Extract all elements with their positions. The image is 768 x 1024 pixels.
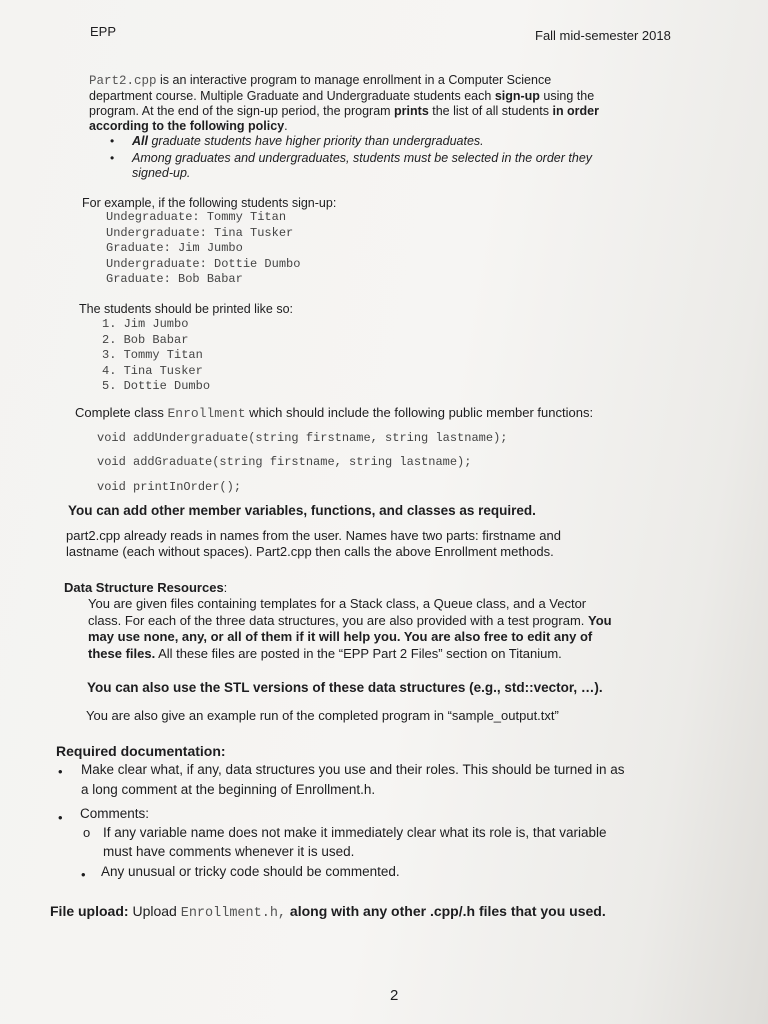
list-item: Undegraduate: Tommy Titan — [106, 210, 287, 224]
policy-item: All graduate students have higher priority than undergraduates. — [132, 134, 484, 148]
page-number: 2 — [390, 987, 399, 1004]
resources-paragraph: You are given files containing templates for a Stack class, a Queue class, and a Vector class. For each of the three data structures, you are also provided with a test program. You may use none, any, or all of them if it will help you. You are also free to edit any of these files. All these files are posted in the “EPP Part 2 Files” section on Titanium. — [88, 596, 612, 661]
sample-note: You are also give an example run of the completed program in “sample_output.txt” — [86, 708, 559, 723]
bullet-icon: • — [110, 151, 115, 165]
list-item: Undergraduate: Dottie Dumbo — [106, 256, 301, 271]
bullet-icon: • — [81, 867, 86, 882]
list-item: 4. Tina Tusker — [102, 363, 203, 378]
printed-list — [102, 317, 210, 395]
program-name: Part2.cpp — [89, 74, 157, 88]
list-item: Graduate: Bob Babar — [106, 272, 243, 286]
resources-heading: Data Structure Resources: — [64, 580, 228, 595]
documentation-heading: Required documentation: — [56, 743, 226, 759]
class-name: Enrollment — [167, 406, 246, 421]
function-signature: void printInOrder(); — [97, 480, 242, 494]
list-item: 2. Bob Babar — [102, 332, 189, 347]
documentation-item: Comments: — [80, 806, 150, 821]
example-intro: For example, if the following students sign-up: — [82, 196, 337, 210]
function-signature: void addGraduate(string firstname, string lastname); — [97, 455, 472, 469]
upload-line: File upload: Upload Enrollment.h, along with any other .cpp/.h files that you used. — [50, 903, 606, 921]
circle-bullet-icon: o — [83, 825, 91, 840]
intro-paragraph: Part2.cpp is an interactive program to manage enrollment in a Computer Science department course. Multiple Graduate and Undergraduate students each sign-up using the program. At the end of the sign-up period, the program prints the list of all students in order according to the following policy. — [89, 73, 600, 133]
class-intro: Complete class Enrollment which should include the following public member functions: — [75, 405, 594, 421]
stl-note: You can also use the STL versions of these data structures (e.g., std::vector, …). — [87, 680, 603, 695]
reads-paragraph: part2.cpp already reads in names from the user. Names have two parts: firstname and lastname (each without spaces). Part2.cpp then calls the above Enrollment methods. — [66, 528, 561, 559]
list-item: 3. Tommy Titan — [102, 348, 203, 362]
list-item: 5. Dottie Dumbo — [102, 379, 211, 393]
documentation-item: Any unusual or tricky code should be commented. — [101, 864, 400, 879]
bullet-icon: • — [58, 810, 63, 825]
header-left: EPP — [90, 24, 117, 39]
bullet-icon: • — [110, 134, 115, 148]
bullet-icon: • — [58, 764, 63, 779]
documentation-item: Make clear what, if any, data structures you use and their roles. This should be turned in as a long comment at the beginning of Enrollment.h. — [81, 762, 625, 797]
printed-intro: The students should be printed like so: — [79, 302, 294, 316]
upload-filename: Enrollment.h, — [180, 906, 287, 921]
documentation-subitem: If any variable name does not make it immediately clear what its role is, that variable must have comments whenever it is used. — [103, 825, 607, 859]
function-signature: void addUndergraduate(string firstname, string lastname); — [97, 431, 508, 445]
list-item: 1. Jim Jumbo — [102, 317, 189, 331]
add-note: You can add other member variables, functions, and classes as required. — [68, 503, 536, 518]
policy-item: Among graduates and undergraduates, students must be selected in the order they signed-up. — [132, 151, 593, 180]
list-item: Undergraduate: Tina Tusker — [106, 225, 294, 240]
list-item: Graduate: Jim Jumbo — [106, 241, 243, 255]
header-right: Fall mid-semester 2018 — [535, 28, 671, 43]
signup-list — [106, 210, 300, 288]
